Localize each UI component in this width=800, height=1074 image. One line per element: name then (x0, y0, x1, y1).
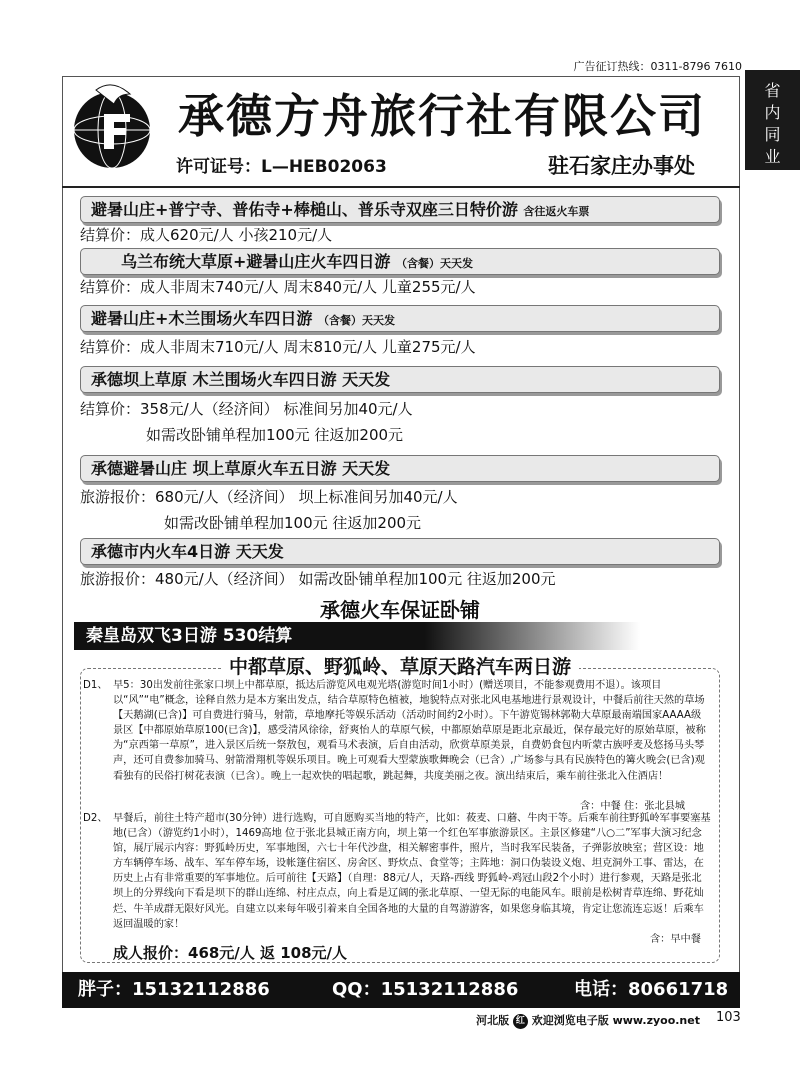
day-label: D2、 (83, 813, 108, 824)
edition: 河北版 (476, 1014, 510, 1027)
route-title-bar (80, 248, 720, 275)
route-price: 结算价：成人非周末740元/人 周末840元/人 儿童255元/人 (80, 278, 476, 296)
final-price: 成人报价：468元/人 返 108元/人 (113, 944, 348, 962)
page-number: 103 (716, 1010, 741, 1025)
route-note: （含餐）天天发 (318, 314, 395, 327)
day-meals: 含：中餐 住：张北县城 (580, 801, 686, 812)
contact-bar (62, 972, 740, 1008)
route-title-bar (80, 366, 720, 393)
category-tag (745, 70, 800, 170)
route-price-extra: 如需改卧铺单程加100元 往返加200元 (146, 426, 404, 444)
tag-char: 省 (764, 81, 781, 100)
route-title: 承德避暑山庄 坝上草原火车五日游 天天发 (91, 459, 391, 478)
route-price: 旅游报价：480元/人（经济间） 如需改卧铺单程加100元 往返加200元 (80, 570, 556, 588)
route-note: 含往返火车票 (523, 205, 590, 218)
tour-title-wrap (0, 652, 800, 679)
contact-mobile: 胖子：15132112886 (78, 979, 270, 1000)
day-text: 早5：30出发前往张家口坝上中都草原，抵达后游览风电观光塔(游览时间1小时）(赠送项目，不能参观费用不退）。该项目以“风”“电”概念，诠释自然力是本方案出发点，结合草原特色植被，地貌特点对张北风电基地进行景观设计，中餐后前往天然的草场【天鹅湖(已含)】可自费进行骑马，射箭，草地摩托等娱乐活动（活动时间约2小时）。下午游览锡林郭勒大草原最南端国家AAAA级景区【中都原始草原100(已含)】，感受清风徐徐，舒爽怡人的草原气候，中都原始草原是距北京最近，保存最完好的原始草原，被称为“京西第一草原”，进入景区后统一祭敖包，观看马术表演，后自由活动，欣赏草原美景，自费奶食包内听蒙古族呼麦及悠扬马头琴声，还可自费参加骑马、射箭滑翔机等娱乐项目。晚上可观看大型蒙族歌舞晚会（已含）,广场参与具有民族特色的篝火晚会(已含)观看独有的民俗打树花表演（已含）。晚上一起欢快的唱起歌，跳起舞，共度美丽之夜。演出结束后，乘车前往张北入住酒店！ (113, 680, 706, 782)
qinhuangdao-banner: 秦皇岛双飞3日游 530结算 (74, 622, 640, 650)
license-number: 许可证号：L—HEB02063 (176, 157, 387, 177)
itinerary-day-1 (83, 678, 711, 784)
tag-char: 内 (764, 103, 781, 122)
route-title-bar (80, 455, 720, 482)
route-title: 承德市内火车4日游 天天发 (91, 542, 284, 561)
route-title: 乌兰布统大草原+避暑山庄火车四日游 (121, 252, 391, 271)
contact-qq: QQ：15132112886 (332, 979, 519, 1000)
contact-phone: 电话：80661718 (574, 979, 729, 1000)
office-name: 驻石家庄办事处 (548, 154, 695, 178)
route-title: 避暑山庄+普宁寺、普佑寺+棒槌山、普乐寺双座三日特价游 (91, 200, 518, 219)
day-meals: 含：早中餐 (650, 934, 701, 945)
footer (476, 1012, 700, 1029)
route-title-bar (80, 305, 720, 332)
company-logo-icon (66, 80, 158, 172)
route-price: 结算价：成人非周末710元/人 周末810元/人 儿童275元/人 (80, 338, 476, 356)
footer-text: 欢迎浏览电子版 www.zyoo.net (531, 1014, 700, 1027)
route-price-extra: 如需改卧铺单程加100元 往返加200元 (164, 514, 422, 532)
ad-hotline: 广告征订热线：0311-8796 7610 (573, 60, 742, 73)
tag-char: 同 (764, 125, 781, 144)
company-name: 承德方舟旅行社有限公司 (178, 89, 706, 143)
day-label: D1、 (83, 680, 108, 691)
tag-char: 业 (764, 147, 781, 166)
route-price: 结算价：358元/人（经济间） 标准间另加40元/人 (80, 400, 413, 418)
itinerary-day-2 (83, 811, 711, 932)
route-title: 承德坝上草原 木兰围场火车四日游 天天发 (91, 370, 391, 389)
divider (62, 186, 740, 188)
edition-badge-icon: 红 (513, 1014, 528, 1029)
sleeper-guarantee: 承德火车保证卧铺 (320, 598, 480, 622)
route-price: 结算价：成人620元/人 小孩210元/人 (80, 226, 333, 244)
day-text: 早餐后，前往土特产超市(30分钟）进行选购，可自愿购买当地的特产，比如：莜麦、口蘑、牛肉干等。后乘车前往野狐岭军事要塞基地(已含）（游览约1小时），1469高地 位于张北县城正南方向，坝上第一个红色军事旅游景区。主景区修建“八○二”军事大演习纪念馆，展厅展示内容：野狐岭历史，军事地图，六七十年代沙盘，相关解密事件，照片，当时我军民装备，子弹影放映室；营区设：地方车辆停车场、战车、军车停车场，设帐篷住宿区、房舍区、野炊点、食堂等；主阵地：洞口伪装设义炮、坦克洞外工事、雷达，在历史上占有非常重要的军事地位。后可前往【天路】（自理：88元/人，天路-西线 野狐岭-鸡冠山段2个小时）进行参观，天路是张北坝上的分界线向下看是坝下的群山连绵、村庄点点，向上看是辽阔的张北草原、一望无际的电能风车。眼前是松树青草连绵、野花灿烂、牛羊成群无限好风光。自建立以来每年吸引着来自全国各地的大量的自驾游游客，如果您身临其境，肯定让您流连忘返！后乘车返回温暖的家！ (113, 813, 711, 930)
route-title-bar (80, 196, 720, 223)
route-title: 避暑山庄+木兰围场火车四日游 (91, 309, 313, 328)
route-note: （含餐）天天发 (396, 257, 473, 270)
route-price: 旅游报价：680元/人（经济间） 坝上标准间另加40元/人 (80, 488, 458, 506)
route-title-bar (80, 538, 720, 565)
tour-title: 中都草原、野狐岭、草原天路汽车两日游 (221, 656, 579, 678)
